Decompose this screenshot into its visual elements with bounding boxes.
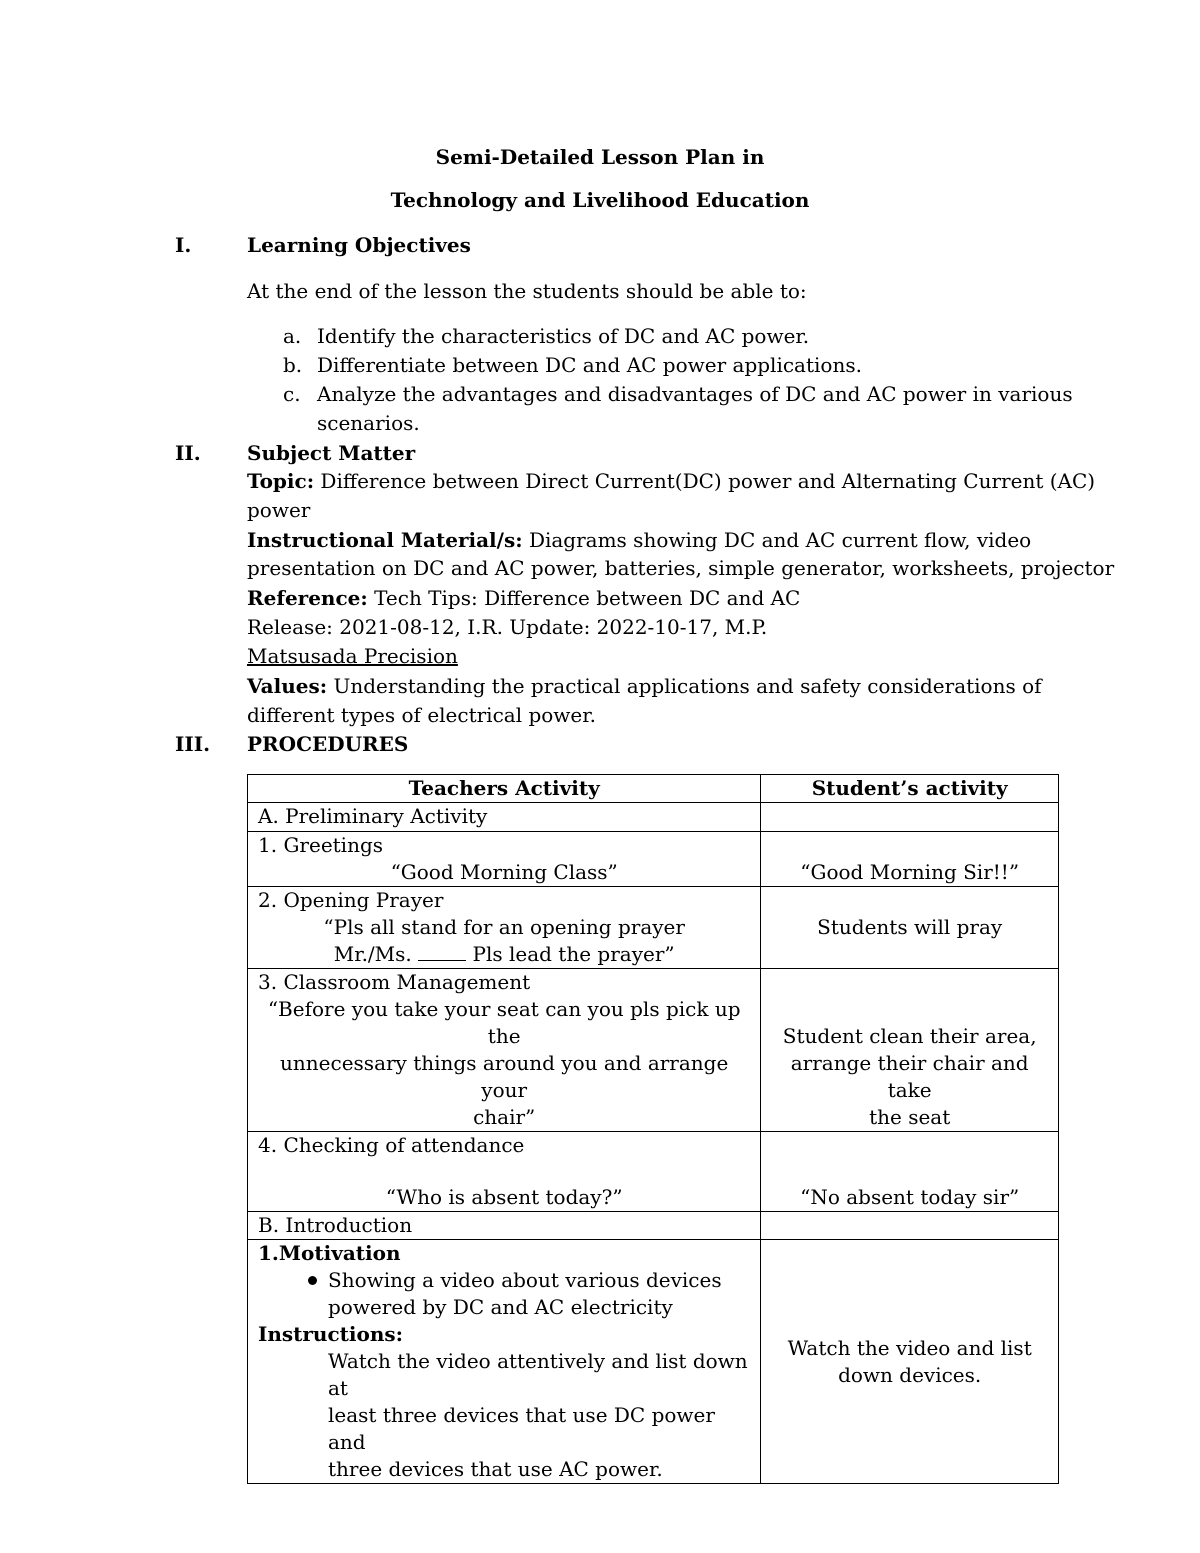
motivation-student-response — [761, 1240, 1059, 1484]
table-row — [248, 1212, 1059, 1240]
prayer-label: 2. Opening Prayer — [258, 888, 444, 912]
section-3-heading: PROCEDURES — [247, 732, 409, 756]
introduction-label: B. Introduction — [248, 1212, 761, 1240]
materials-line — [247, 526, 1031, 555]
motivation-label: 1.Motivation — [258, 1241, 401, 1265]
section-2-heading: Subject Matter — [247, 441, 416, 465]
reference-line — [247, 584, 800, 613]
table-row — [248, 803, 1059, 832]
bullet-icon — [308, 1276, 317, 1285]
greetings-teacher-line: “Good Morning Class” — [390, 860, 618, 884]
instructions-line-2: least three devices that use DC power and — [328, 1403, 715, 1454]
procedures-table — [247, 774, 1059, 1484]
topic-text: Difference between Direct Current(DC) power and Alternating Current (AC) — [314, 469, 1096, 493]
preliminary-activity-label: A. Preliminary Activity — [248, 803, 761, 832]
materials-text: Diagrams showing DC and AC current flow, video — [522, 528, 1032, 552]
instructions-line-3: three devices that use AC power. — [328, 1457, 663, 1481]
attendance-cell — [248, 1132, 761, 1212]
classroom-management-line-2: unnecessary things around you and arrange your — [280, 1051, 729, 1102]
classroom-management-line-3: chair” — [473, 1105, 536, 1129]
motivation-student-line-2: down devices. — [838, 1362, 982, 1387]
section-3-number: III. — [175, 732, 211, 756]
classroom-management-line-1: “Before you take your seat can you pls pick up the — [267, 997, 741, 1048]
objective-a-text: Identify the characteristics of DC and AC power. — [317, 324, 810, 348]
motivation-student-line-1: Watch the video and list — [787, 1335, 1032, 1360]
attendance-spacer — [258, 1159, 750, 1184]
mgmt-student-line-2: arrange their chair and take — [790, 1051, 1029, 1102]
header-student-activity: Student’s activity — [761, 775, 1059, 803]
section-2-number: II. — [175, 441, 201, 465]
section-1-number: I. — [175, 233, 192, 257]
objectives-intro: At the end of the lesson the students should be able to: — [247, 279, 807, 303]
motivation-bullet-line-2: powered by DC and AC electricity — [328, 1295, 673, 1319]
objective-b-marker: b. — [283, 353, 303, 377]
motivation-bullet-line-1: Showing a video about various devices — [328, 1268, 722, 1292]
values-line — [247, 672, 1042, 701]
attendance-student-response: “No absent today sir” — [761, 1132, 1059, 1212]
table-row — [248, 832, 1059, 887]
motivation-cell — [248, 1240, 761, 1484]
attendance-label: 4. Checking of attendance — [258, 1133, 525, 1157]
values-label: Values: — [247, 674, 328, 698]
classroom-management-student-response — [761, 969, 1059, 1132]
instructions-label: Instructions: — [258, 1322, 404, 1346]
title-line-2: Technology and Livelihood Education — [390, 188, 810, 212]
greetings-student-response: “Good Morning Sir!!” — [761, 832, 1059, 887]
prayer-cell — [248, 887, 761, 969]
prayer-line-2 — [258, 941, 750, 968]
values-line-cont: different types of electrical power. — [247, 703, 596, 727]
motivation-bullet — [258, 1267, 750, 1321]
materials-line-cont: presentation on DC and AC power, batteries, simple generator, worksheets, projector — [247, 556, 1115, 580]
objective-c-marker: c. — [283, 382, 301, 406]
table-row — [248, 1240, 1059, 1484]
greetings-cell — [248, 832, 761, 887]
topic-line-cont: power — [247, 498, 311, 522]
instructions-line-1: Watch the video attentively and list down at — [328, 1349, 748, 1400]
empty-cell — [761, 1212, 1059, 1240]
reference-text: Tech Tips: Difference between DC and AC — [367, 586, 801, 610]
objective-c-text: Analyze the advantages and disadvantages of DC and AC power in various — [317, 382, 1073, 406]
prayer-line-2-end: Pls lead the prayer” — [466, 942, 675, 966]
prayer-line-2-start: Mr./Ms. — [333, 942, 419, 966]
reference-release: Release: 2021-08-12, I.R. Update: 2022-10-17, M.P. — [247, 615, 768, 639]
classroom-management-label: 3. Classroom Management — [258, 970, 531, 994]
section-1-heading: Learning Objectives — [247, 233, 471, 257]
table-row — [248, 887, 1059, 969]
greetings-label: 1. Greetings — [258, 833, 384, 857]
reference-source-link[interactable]: Matsusada Precision — [247, 644, 458, 668]
empty-cell — [761, 803, 1059, 832]
topic-line — [247, 467, 1095, 496]
objective-c-text-cont: scenarios. — [317, 411, 420, 435]
objective-b-text: Differentiate between DC and AC power applications. — [317, 353, 862, 377]
prayer-line-1: “Pls all stand for an opening prayer — [323, 915, 685, 939]
table-row — [248, 1132, 1059, 1212]
topic-label: Topic: — [247, 469, 315, 493]
values-text: Understanding the practical applications and safety considerations of — [327, 674, 1042, 698]
title-line-1: Semi-Detailed Lesson Plan in — [435, 145, 765, 169]
header-teacher-activity: Teachers Activity — [248, 775, 761, 803]
attendance-teacher-line: “Who is absent today?” — [385, 1185, 623, 1209]
reference-label: Reference: — [247, 586, 368, 610]
prayer-student-response: Students will pray — [761, 887, 1059, 969]
name-blank — [418, 944, 466, 961]
objective-a-marker: a. — [283, 324, 302, 348]
table-header-row — [248, 775, 1059, 803]
mgmt-student-line-1: Student clean their area, — [782, 1024, 1037, 1048]
classroom-management-cell — [248, 969, 761, 1132]
mgmt-student-line-3: the seat — [869, 1105, 951, 1129]
table-row — [248, 969, 1059, 1132]
materials-label: Instructional Material/s: — [247, 528, 523, 552]
